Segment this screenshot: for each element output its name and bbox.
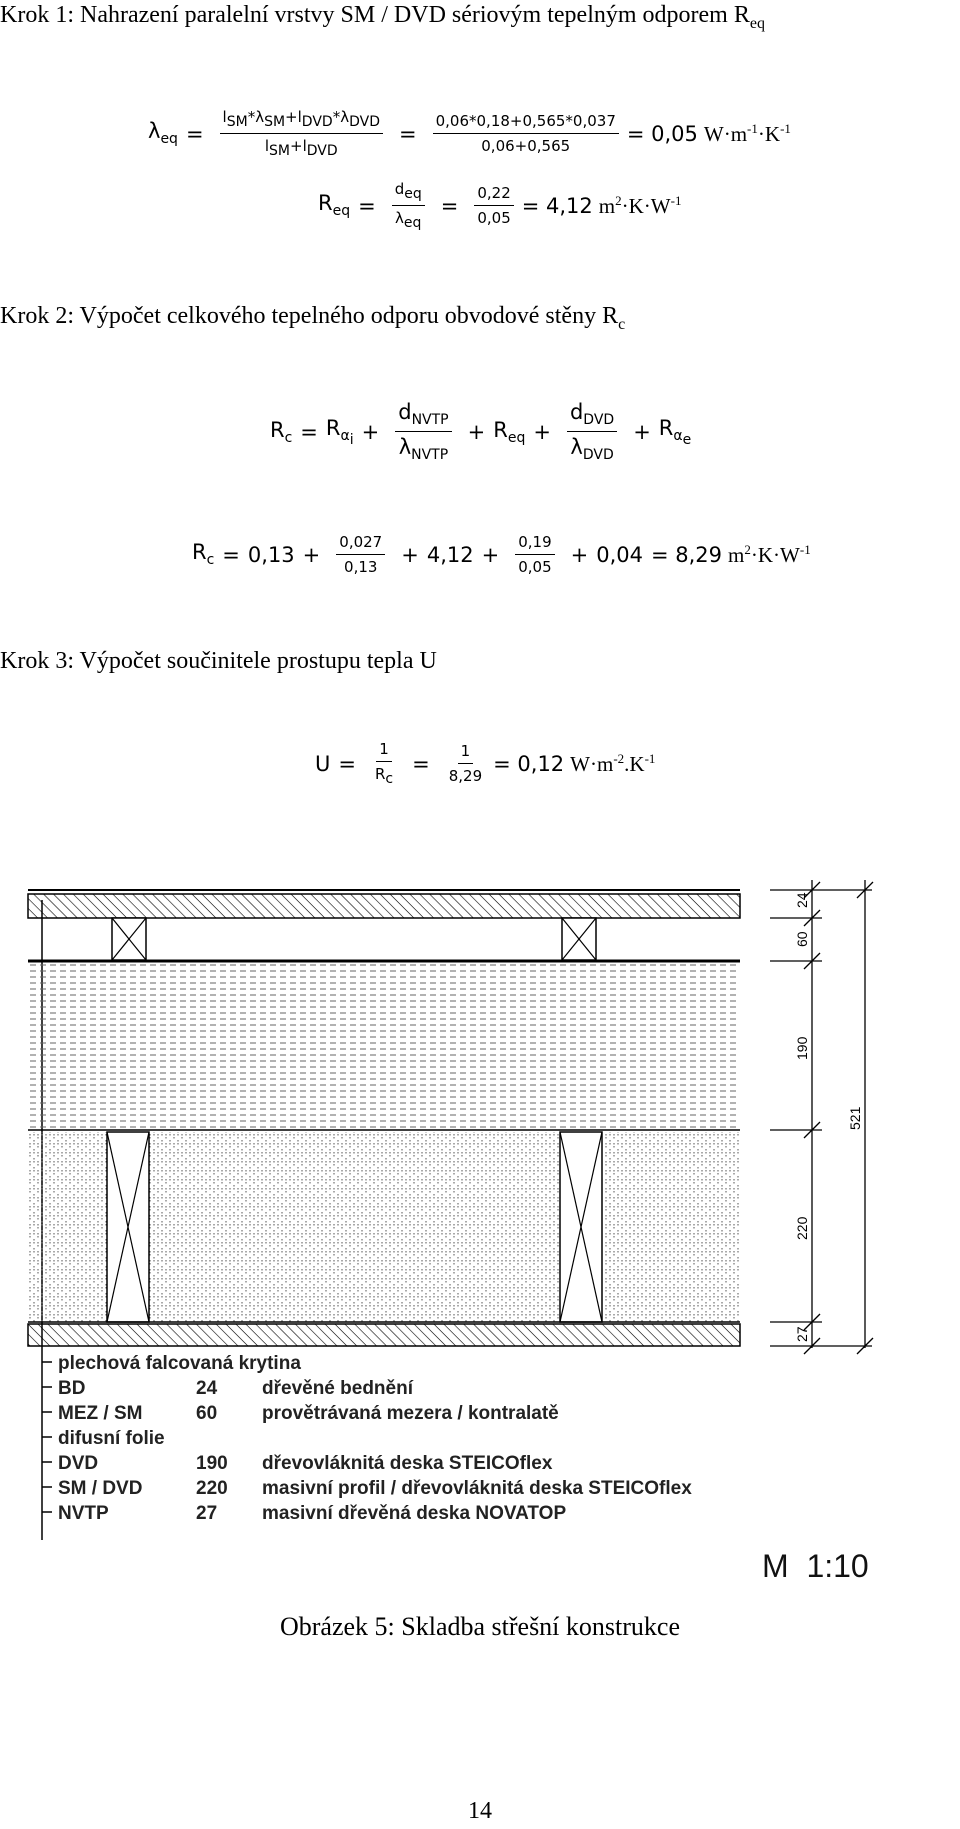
legend-desc-5: masivní profil / dřevovláknitá deska STEICOflex	[262, 1478, 692, 1499]
legend-desc-2: provětrávaná mezera / kontralatě	[262, 1403, 559, 1424]
scale-label: M 1:10	[762, 1548, 869, 1584]
dim-27: 27	[794, 1326, 810, 1342]
dim-24: 24	[794, 892, 810, 908]
legend-thickness-2: 60	[196, 1403, 218, 1424]
legend-name-1: BD	[58, 1378, 86, 1399]
legend-desc-6: masivní dřevěná deska NOVATOP	[262, 1503, 567, 1524]
legend-desc-1: dřevěné bednění	[262, 1378, 413, 1399]
dim-190: 190	[794, 1036, 810, 1060]
equation-r-eq: $R_{eq}$ = $\frac{d_{eq}}{\lambda_{eq}}$ = $\frac{0,22}{0,05}$ = 4,12 $m^2\cdot K\cdot W^{-1}$	[318, 180, 682, 231]
legend-name-2: MEZ / SM	[58, 1403, 143, 1424]
boarding-layer	[28, 894, 740, 918]
legend-name-3: difusní folie	[58, 1428, 165, 1449]
legend-desc-4: dřevovláknitá deska STEICOflex	[262, 1453, 553, 1474]
legend-thickness-1: 24	[196, 1378, 218, 1399]
legend-thickness-6: 27	[196, 1503, 218, 1524]
step2-heading: Krok 2: Výpočet celkového tepelného odporu obvodové stěny $R_c$	[0, 303, 626, 333]
dim-521: 521	[847, 1106, 863, 1130]
equation-rc-general: $R_c$ = $R_{\alpha_i}$ + $\frac{d_{NVTP}}{\lambda_{NVTP}}$ + $R_{eq}$ + $\frac{d_{DVD}}{\lambda_{DVD}}$ + $R_{\alpha_e}$	[270, 400, 692, 464]
legend	[42, 1353, 692, 1524]
legend-name-4: DVD	[58, 1453, 99, 1474]
dim-220: 220	[794, 1216, 810, 1240]
legend-name-5: SM / DVD	[58, 1478, 143, 1499]
equation-rc-numeric: $R_c$ = 0,13 + $\frac{0,027}{0,13}$ + 4,12 + $\frac{0,19}{0,05}$ + 0,04 = 8,29 $m^2\cdot K\cdot W^{-1}$	[192, 533, 811, 576]
equation-lambda-eq: $\lambda_{eq}$ = $\frac{l_{SM}*\lambda_{SM}+l_{DVD}*\lambda_{DVD}}{l_{SM}+l_{DVD}}$ = $\frac{0,06*0,18+0,565*0,037}{0,06+0,565}$ = 0,05 $W\cdot m^{-1}\cdot K^{-1}$	[148, 108, 791, 159]
legend-name-6: NVTP	[58, 1503, 109, 1524]
legend-thickness-4: 190	[196, 1453, 228, 1474]
roof-section-drawing	[0, 860, 960, 1620]
page-number: 14	[468, 1798, 492, 1824]
figure-caption: Obrázek 5: Skladba střešní konstrukce	[279, 1612, 680, 1641]
step3-heading: Krok 3: Výpočet součinitele prostupu tepla U	[0, 648, 437, 674]
step1-heading: Krok 1: Nahrazení paralelní vrstvy SM / DVD sériovým tepelným odporem $R_{eq}$	[0, 2, 765, 32]
legend-name-0: plechová falcovaná krytina	[58, 1353, 301, 1374]
equation-u: U = $\frac{1}{R_c}$ = $\frac{1}{8,29}$ = 0,12 $W\cdot m^{-2}.K^{-1}$	[315, 740, 656, 787]
dim-60: 60	[794, 931, 810, 947]
legend-thickness-5: 220	[196, 1478, 228, 1499]
fibreboard-layer	[28, 963, 740, 1128]
novatop-layer	[28, 1324, 740, 1346]
